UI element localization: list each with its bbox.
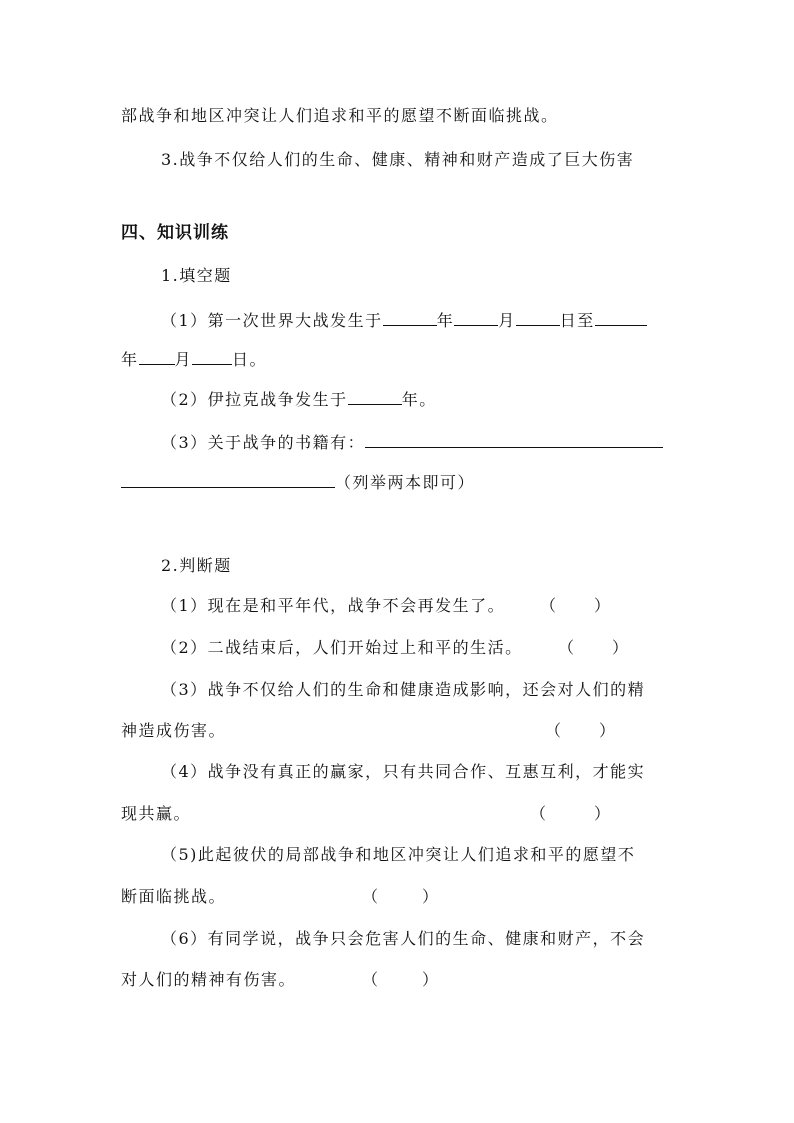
judge-question-5-cont: 断面临挑战。 bbox=[121, 887, 227, 906]
continuation-line: 部战争和地区冲突让人们追求和平的愿望不断面临挑战。 bbox=[121, 106, 559, 125]
judge-question-6-cont: 对人们的精神有伤害。 bbox=[121, 970, 297, 989]
fill-in-question-1 bbox=[161, 310, 647, 331]
answer-parentheses[interactable]: （ ） bbox=[545, 721, 616, 740]
judge-question-1: （1）现在是和平年代，战争不会再发生了。 bbox=[161, 596, 506, 615]
unit-label: 月 bbox=[498, 311, 516, 330]
judge-question-3: （3）战争不仅给人们的生命和健康造成影响，还会对人们的精 bbox=[161, 680, 646, 699]
answer-blank[interactable] bbox=[383, 310, 437, 326]
fill-in-question-2 bbox=[161, 389, 437, 410]
fill-in-question-3 bbox=[161, 432, 663, 453]
judge-question-2: （2）二战结束后，人们开始过上和平的生活。 bbox=[161, 638, 523, 657]
answer-blank[interactable] bbox=[121, 472, 335, 488]
question-3-prefix: （3）关于战争的书籍有： bbox=[161, 433, 366, 452]
question-2-prefix: （2）伊拉克战争发生于 bbox=[161, 390, 348, 409]
judge-question-6: （6）有同学说，战争只会危害人们的生命、健康和财产，不会 bbox=[161, 929, 646, 948]
question-3-hint: （列举两本即可） bbox=[335, 473, 476, 492]
unit-label: 月 bbox=[174, 350, 193, 369]
answer-parentheses[interactable]: （ ） bbox=[558, 638, 629, 657]
judge-title: 2.判断题 bbox=[161, 556, 232, 575]
unit-label: 日至 bbox=[559, 311, 595, 330]
answer-blank[interactable] bbox=[454, 310, 498, 326]
judge-question-4-cont: 现共赢。 bbox=[121, 804, 192, 823]
answer-parentheses[interactable]: （ ） bbox=[362, 887, 439, 906]
answer-parentheses[interactable]: （ ） bbox=[540, 596, 611, 615]
section-heading: 四、知识训练 bbox=[121, 223, 229, 243]
answer-blank[interactable] bbox=[192, 349, 232, 365]
judge-question-5: （5)此起彼伏的局部战争和地区冲突让人们追求和平的愿望不 bbox=[161, 845, 636, 864]
answer-blank[interactable] bbox=[595, 310, 647, 326]
unit-label: 年。 bbox=[401, 390, 437, 409]
unit-label: 年 bbox=[121, 350, 139, 369]
answer-blank[interactable] bbox=[516, 310, 560, 326]
fill-in-question-3-cont bbox=[121, 472, 475, 493]
fill-in-question-1-cont bbox=[121, 349, 267, 370]
answer-blank[interactable] bbox=[139, 349, 175, 365]
answer-parentheses[interactable]: （ ） bbox=[530, 804, 611, 823]
question-1-prefix: （1）第一次世界大战发生于 bbox=[161, 311, 383, 330]
judge-question-3-cont: 神造成伤害。 bbox=[121, 721, 227, 740]
list-item-3: 3.战争不仅给人们的生命、健康、精神和财产造成了巨大伤害 bbox=[161, 150, 635, 169]
unit-label: 年 bbox=[436, 311, 455, 330]
answer-blank[interactable] bbox=[365, 432, 663, 448]
fill-in-title: 1.填空题 bbox=[161, 266, 232, 285]
unit-label: 日。 bbox=[232, 350, 268, 369]
answer-blank[interactable] bbox=[348, 389, 402, 405]
judge-question-4: （4）战争没有真正的赢家，只有共同合作、互惠互利，才能实 bbox=[161, 762, 646, 781]
answer-parentheses[interactable]: （ ） bbox=[362, 970, 439, 989]
